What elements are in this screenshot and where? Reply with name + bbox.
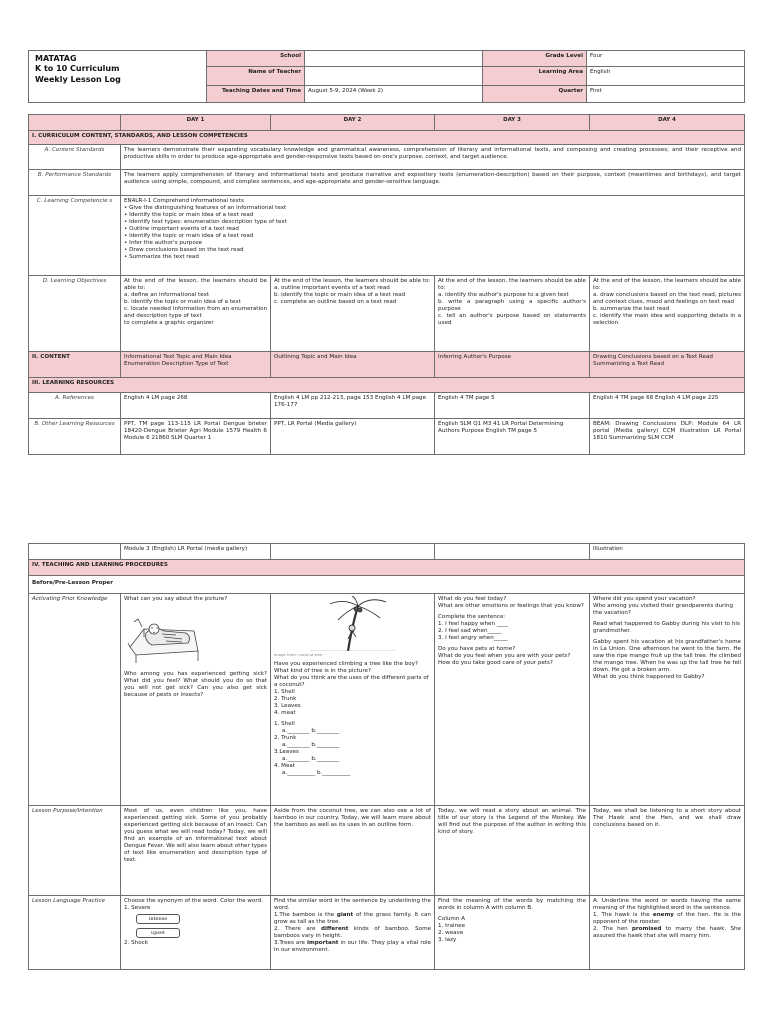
performance-standards-text: The learners apply comprehension of literary and informational texts and produce narrative and expository texts (enumeration-description) based on their purpose, context (meantimes and birthdays), and target audience using simple, compound, and complex sentences, and age-appropriate and gender-sensitive language. (121, 170, 745, 196)
lesson-table-page2 (28, 543, 745, 970)
content-day1: Informational Text Topic and Main Idea Enumeration Description Type of Text (121, 352, 271, 378)
competencies-list (121, 196, 745, 276)
other-resources-day2: PPT, LR Portal (Media gallery) (271, 419, 435, 455)
objectives-day3: At the end of the lesson, the learners should be able to: a. identify the author's purpose to a given text b. write a paragraph using a specific author's purpose c. tell an author's purpose based on statements used (435, 276, 590, 352)
grade-label: Grade Level (483, 51, 587, 67)
content-standards-text: The learners demonstrate their expanding vocabulary knowledge and grammatical awareness, comprehension of literary and informational texts, and composing and creating processes; and their receptive and productive skills in order to produce age-appropriate and gender-responsive texts based on one's purpose, context, and target audience. (121, 145, 745, 170)
list-item: • Draw conclusions based on the text read (124, 246, 244, 253)
continued-day2 (271, 544, 435, 560)
continued-day4: Illustration (590, 544, 745, 560)
dates-value: August 5-9, 2024 (Week 2) (305, 86, 483, 103)
word-option-box: upset (136, 928, 180, 938)
activating-day2: image from: coconut tree Have you experienced climbing a tree like the boy? What kind of tree is in the picture? What do you think are the uses of the different parts of a coconut? 1. Shell 2. Trunk 3. Leaves 4. meat 1. Shell a.________ b.________ 2. Trunk a.________ b.________ 3.Leaves a.________ b.________ 4. Meat a.__________ b.__________ (271, 594, 435, 806)
quarter-value: First (587, 86, 745, 103)
school-value (305, 51, 483, 67)
section-curriculum: I. CURRICULUM CONTENT, STANDARDS, AND LESSON COMPETENCIES (29, 131, 745, 145)
content-day2: Outlining Topic and Main Idea (271, 352, 435, 378)
section-before: Before/Pre-Lesson Proper (29, 576, 745, 594)
purpose-day1: Most of us, even children like you, have experienced getting sick. Some of you probably experienced getting sick because of an insect. Can you guess what we will read today? Today, we will find an example of an informational text about Dengue Fever. We will also learn about other types of text like enumeration and description type of text. (121, 806, 271, 896)
language-day4: A. Underline the word or words having the same meaning of the highlighted word in the sentence. 1. The hawk is the enemy of the hen. He is the opponent of the rooster. 2. The hen promised to marry the hawk. She assured the hawk that she will marry him. (590, 896, 745, 970)
section-procedures: IV. TEACHING AND LEARNING PROCEDURES (29, 560, 745, 576)
list-item: • Infer the author's purpose (124, 239, 203, 246)
word-option-box: intense (136, 914, 180, 924)
continued-day3 (435, 544, 590, 560)
dates-label: Teaching Dates and Time (207, 86, 305, 103)
list-item: EN4LR-I-1 Comprehend informational texts (124, 198, 244, 204)
objectives-day4: At the end of the lesson, the learners should be able to: a. draw conclusions based on the text read, pictures and context clues, mood and feelings on text read b. summarize the text read c. identify the main idea and supporting details in a selection (590, 276, 745, 352)
quarter-label: Quarter (483, 86, 587, 103)
day-header: DAY 3 (435, 115, 590, 131)
section-content: II. CONTENT (29, 352, 121, 378)
references-day4: English 4 TM page 68 English 4 LM page 225 (590, 393, 745, 419)
doc-title: MATATAG K to 10 Curriculum Weekly Lesson Log (29, 51, 207, 103)
references-day1: English 4 LM page 268 (121, 393, 271, 419)
purpose-day4: Today, we shall be listening to a short story about The Hawk and the Hen, and we shall draw conclusions based on it. (590, 806, 745, 896)
references-day2: English 4 LM pp 212-213, page 153 English 4 LM page 176-177 (271, 393, 435, 419)
area-label: Learning Area (483, 67, 587, 86)
label-references: A. References (29, 393, 121, 419)
day-header: DAY 2 (271, 115, 435, 131)
purpose-day3: Today, we will read a story about an animal. The title of our story is the Legend of the Monkey. We will find out the purpose of the author in writing this kind of story. (435, 806, 590, 896)
label-content-standards: A. Content Standards (29, 145, 121, 170)
grade-value: Four (587, 51, 745, 67)
list-item: • Summarize the text read (124, 253, 199, 260)
label-activating: Activating Prior Knowledge (29, 594, 121, 806)
objectives-day1: At the end of the lesson, the learners should be able to: a. define an informational text b. identify the topic or main idea of a text c. locate needed information from an enumeration and description type of text to complete a graphic organizer (121, 276, 271, 352)
activating-day3: What do you feel today? What are other emotions or feelings that you know? Complete the sentence: 1. I feel happy when ____ 2. I feel sad when_____ 3. I feel angry when_____ Do you have pets at home? What do you feel when you are with your pets? How do you take good care of your pets? (435, 594, 590, 806)
references-day3: English 4 TM page 5 (435, 393, 590, 419)
other-resources-day3: English SLM Q1 M3 41 LR Portal Determining Authors Purpose English TM page 5 (435, 419, 590, 455)
continued-label (29, 544, 121, 560)
language-day1: Choose the synonym of the word. Color the word. 1. Severe intense upset 2. Shock (121, 896, 271, 970)
label-competencies: C. Learning Competencie s (29, 196, 121, 276)
label-purpose: Lesson Purpose/Intention (29, 806, 121, 896)
language-day3: Find the meaning of the words by matching the words in column A with column B. Column A 1. trainee 2. weave 3. lazy (435, 896, 590, 970)
teacher-label: Name of Teacher (207, 67, 305, 86)
continued-day1: Module 3 (English) LR Portal (media gallery) (121, 544, 271, 560)
label-other-resources: B. Other Learning Resources (29, 419, 121, 455)
list-item: • Outline important events of a text read (124, 225, 239, 232)
section-resources: III. LEARNING RESOURCES (29, 378, 745, 393)
lesson-table-page1 (28, 114, 745, 455)
content-day4: Drawing Conclusions based on a Text Read Summarizing a Text Read (590, 352, 745, 378)
sick-child-illustration (124, 607, 204, 667)
language-day2: Find the similar word in the sentence by underlining the word. 1.The bamboo is the giant of the grass family. It can grow as tall as the tree. 2. There are different kinds of bamboo. Some bamboos vary in height. 3.Trees are important in our life. They play a vital role in our environment. (271, 896, 435, 970)
teacher-value (305, 67, 483, 86)
label-language: Lesson Language Practice (29, 896, 121, 970)
objectives-day2: At the end of the lesson, the learners should be able to: a. outline important events of a text read b. identify the topic or main idea of a text read c. complete an outline based on a text read (271, 276, 435, 352)
day-header: DAY 1 (121, 115, 271, 131)
other-resources-day4: BEAM: Drawing Conclusions DLP: Module 64 LR portal (Media gallery) CCM illustration LR Portal 1810 Summarizing SLM CCM (590, 419, 745, 455)
activating-day4: Where did you spend your vacation? Who among you visited their grandparents during the vacation? Read what happened to Gabby during his visit to his grandmother. Gabby spent his vacation at his grandfather's home in La Union. One afternoon he went to the farm. He saw the ripe mango fruit up the tall tree. He climbed the mango tree. When he was up the tall tree he fell down. He got a broken arm. What do you think happened to Gabby? (590, 594, 745, 806)
list-item: • Identify text types: enumeration description type of text (124, 218, 287, 225)
header-table (28, 50, 745, 103)
school-label: School (207, 51, 305, 67)
list-item: • Identify the topic or main idea of a text read (124, 211, 254, 218)
label-objectives: D. Learning Objectives (29, 276, 121, 352)
corner-cell (29, 115, 121, 131)
other-resources-day1: PPT, TM page 113-115 LR Portal Dengue brieter 18420-Dengue Brieter Agri Module 1579 Health 6 Module 6 21860 SLM Quarter 1 (121, 419, 271, 455)
day-header: DAY 4 (590, 115, 745, 131)
purpose-day2: Aside from the coconut tree, we can also see a lot of bamboo in our country. Today, we will learn more about the bamboo as well as its uses in an outline form. (271, 806, 435, 896)
content-day3: Inferring Author's Purpose (435, 352, 590, 378)
list-item: • Give the distinguishing features of an informational text (124, 204, 287, 211)
area-value: English (587, 67, 745, 86)
list-item: • Identify the topic or main idea of a text read (124, 232, 254, 239)
coconut-tree-illustration (308, 596, 398, 651)
activating-day1: What can you say about the picture? Who among you has experienced getting sick? What did you feel? What should you do so that you will not get sick? Can you also get sick because of pests or insects? (121, 594, 271, 806)
label-performance-standards: B. Performance Standards (29, 170, 121, 196)
